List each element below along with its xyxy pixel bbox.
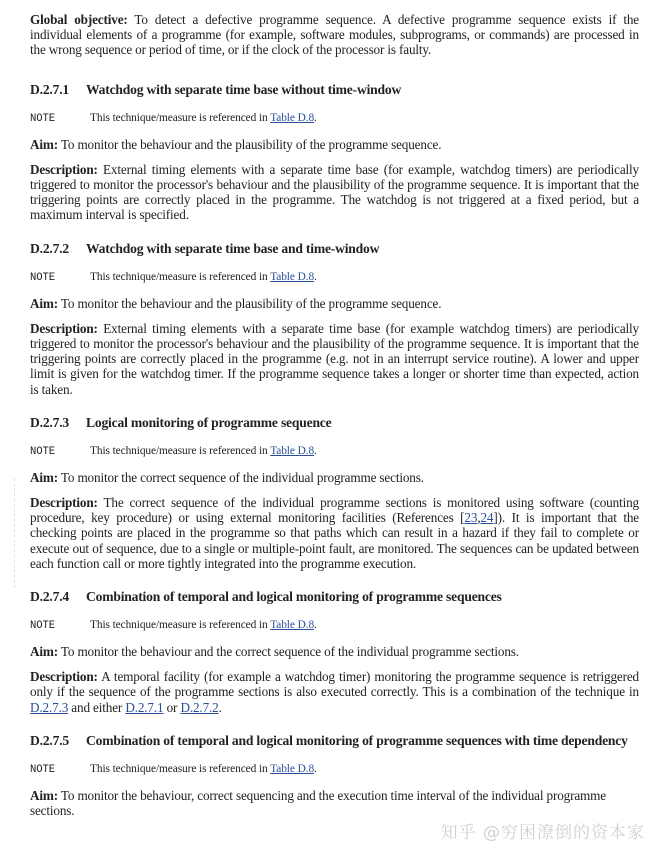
table-d8-link[interactable]: Table D.8 — [270, 270, 315, 283]
description: Description: A temporal facility (for example a watchdog timer) monitoring the programme sequence is retriggered only if the sequence of the programme sections is also executed correctly. This is a combination of the technique in D.2.7.3 and either D.2.7.1 or D.2.7.2. — [30, 669, 639, 715]
aim: Aim: To monitor the correct sequence of the individual programme sections. — [30, 469, 424, 485]
reference-23-link[interactable]: 23 — [464, 510, 478, 526]
section-heading: D.2.7.5 Combination of temporal and logical monitoring of programme sequences with time dependency — [30, 732, 628, 748]
table-d8-link[interactable]: Table D.8 — [270, 444, 315, 457]
document-page — [30, 12, 639, 818]
aim: Aim: To monitor the behaviour and the plausibility of the programme sequence. — [30, 136, 442, 152]
d273-link[interactable]: D.2.7.3 — [30, 699, 69, 715]
section-heading: D.2.7.1 Watchdog with separate time base without time-window — [30, 81, 402, 97]
section-heading: D.2.7.4 Combination of temporal and logical monitoring of programme sequences — [30, 589, 502, 605]
description: Description: The correct sequence of the individual programme sections is monitored using software (counting procedure, key procedure) or using external monitoring facilities (References [23,24]). It is important that the checking points are placed in the programme so that paths which can result in a hazard if they fail to complete or execute out of sequence, due to a single or multiple-point fault, are monitored. The sequences can be updated between each function call or more tightly integrated into the programme execution. — [30, 495, 639, 571]
note: NOTE This technique/measure is referenced in Table D.8. — [30, 270, 317, 284]
note: NOTE This technique/measure is referenced in Table D.8. — [30, 111, 317, 125]
aim: Aim: To monitor the behaviour, correct sequencing and the execution time interval of the individual programme sections. — [30, 787, 606, 819]
watermark: 知乎 @穷困潦倒的资本家 — [440, 823, 645, 843]
table-d8-link[interactable]: Table D.8 — [270, 111, 315, 124]
aim: Aim: To monitor the behaviour and the correct sequence of the individual programme sections. — [30, 644, 519, 660]
description: Description: External timing elements with a separate time base (for example, watchdog timers) are periodically triggered to monitor the processor's behaviour and the plausibility of the programme sequence. It is important that the triggering points are correctly placed in the programme. The watchdog is not triggered at a fixed period, but a maximum interval is specified. — [30, 161, 639, 223]
aim: Aim: To monitor the behaviour and the plausibility of the programme sequence. — [30, 295, 442, 311]
d272-link[interactable]: D.2.7.2 — [180, 699, 219, 715]
section-heading: D.2.7.2 Watchdog with separate time base and time-window — [30, 240, 380, 256]
note: NOTE This technique/measure is referenced in Table D.8. — [30, 762, 317, 776]
section-heading: D.2.7.3 Logical monitoring of programme sequence — [30, 414, 332, 430]
note: NOTE This technique/measure is referenced in Table D.8. — [30, 444, 317, 458]
table-d8-link[interactable]: Table D.8 — [270, 762, 315, 775]
d271-link[interactable]: D.2.7.1 — [125, 699, 164, 715]
global-objective: Global objective: To detect a defective programme sequence. A defective programme sequence exists if the individual elements of a programme (for example, software modules, subprograms, or commands) are processed in the wrong sequence or period of time, or if the clock of the processor is faulty. — [30, 12, 639, 58]
table-d8-link[interactable]: Table D.8 — [270, 619, 315, 632]
note: NOTE This technique/measure is referenced in Table D.8. — [30, 619, 317, 633]
description: Description: External timing elements with a separate time base (for example watchdog timers) are periodically triggered to monitor the processor's behaviour and the plausibility of the programme sequence. It is important that the triggering points are correctly placed in the programme (e.g. not in an interrupt service routine). A lower and upper limit is given for the watchdog timer. If the programme sequence takes a longer or shorter time than expected, action is taken. — [30, 320, 639, 397]
reference-24-link[interactable]: 24 — [480, 510, 494, 526]
margin-marker — [14, 478, 16, 588]
